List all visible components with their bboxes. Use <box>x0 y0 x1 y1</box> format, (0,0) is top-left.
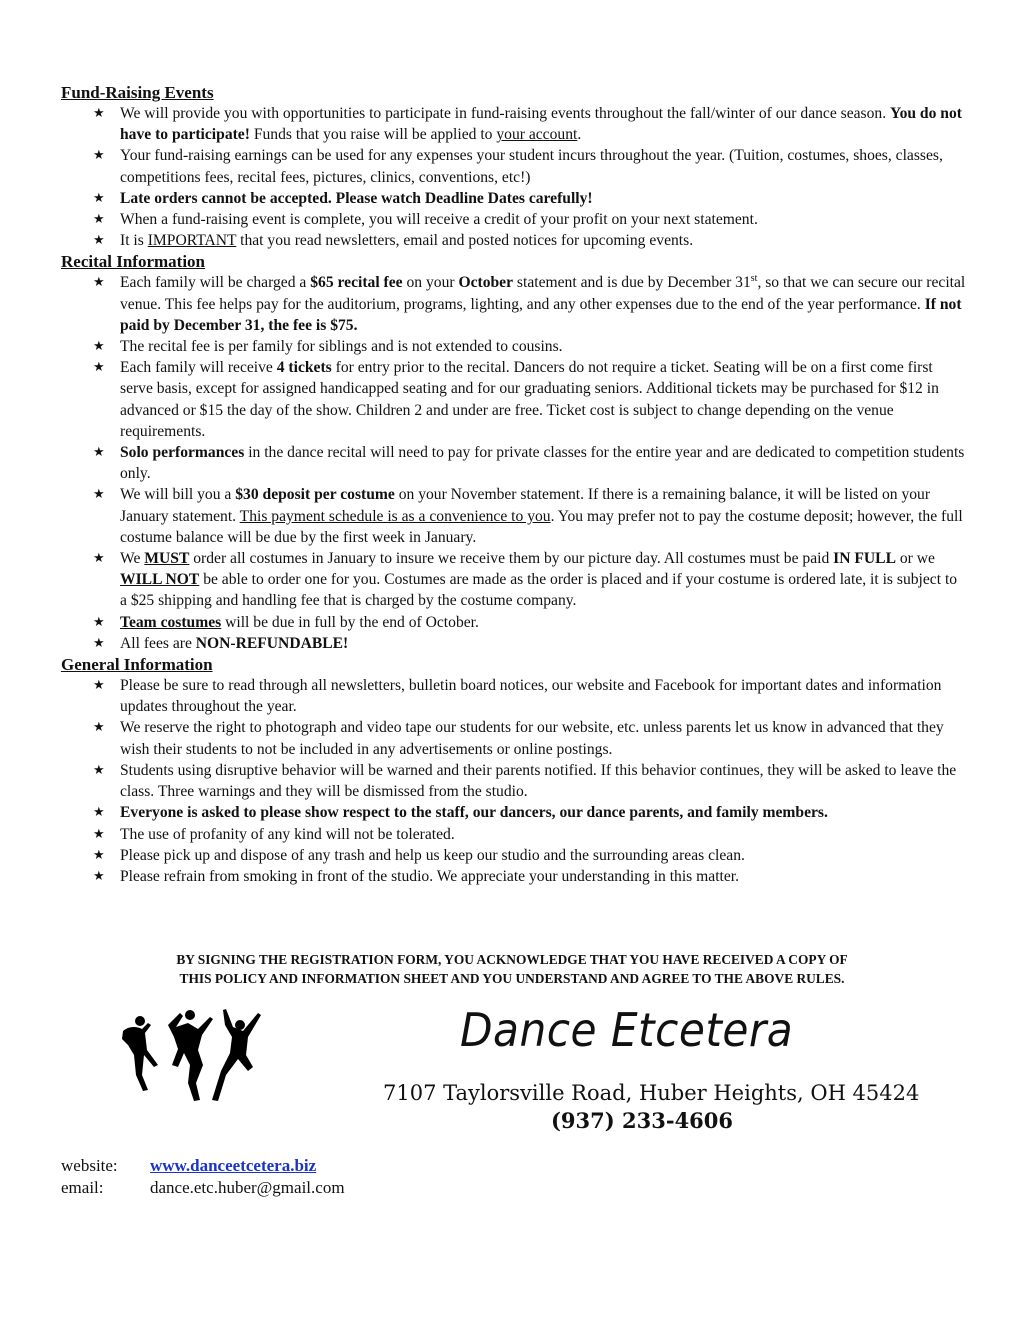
item-text: will be due in full by the end of October. <box>221 613 479 631</box>
star-bullet-icon: ★ <box>93 275 105 291</box>
item-text: in the dance recital will need to pay for private classes for the entire year and are dedicated to competition students only. <box>120 444 969 483</box>
acknowledgement-line-2: THIS POLICY AND INFORMATION SHEET AND YOU UNDERSTAND AND AGREE TO THE ABOVE RULES. <box>179 971 845 986</box>
item-text: We will provide you with opportunities to participate in fund-raising events throughout the fall/winter of our dance season. <box>120 105 891 122</box>
item-text: This payment schedule is as a convenience to you <box>239 507 551 525</box>
list-item <box>61 612 966 633</box>
item-text: . <box>577 126 582 144</box>
list-item <box>61 866 966 887</box>
item-text: on your <box>402 274 459 292</box>
item-text: Each family will receive <box>120 359 277 377</box>
item-text: IMPORTANT <box>147 232 237 250</box>
item-text: Each family will be charged a <box>120 274 311 292</box>
item-text: Everyone is asked to please show respect to the staff, our dancers, our dance parents, and family members. <box>120 804 828 822</box>
list-item <box>61 675 966 717</box>
item-text: for entry prior to the recital. Dancers do not require a ticket. Seating will be on a first come first serve basis, except for assigned handicapped seating and for our graduating seniors. Additional tickets may be purchased for $12 in advanced or $15 the day of the show. Children 2 and under are free. Ticket cost is subject to change depending on the venue requirements. <box>120 359 943 440</box>
list-item <box>61 442 969 484</box>
section-list <box>61 675 966 887</box>
email-row <box>61 1177 345 1199</box>
brand-name: Dance Etcetera <box>460 1003 794 1057</box>
item-text: Please be sure to read through all newsletters, bulletin board notices, our website and Facebook for important dates and information updates throughout the year. <box>120 677 946 716</box>
item-text: $65 recital fee <box>310 274 403 292</box>
list-item <box>61 230 966 251</box>
star-bullet-icon: ★ <box>93 826 105 842</box>
star-bullet-icon: ★ <box>93 868 105 884</box>
email-label: email: <box>61 1178 104 1197</box>
item-text: Funds that you raise will be applied to <box>249 126 497 144</box>
item-text: We reserve the right to photograph and video tape our students for our website, etc. unless parents let us know in advanced that they wish their students to not be included in any advertisements or online postings. <box>120 719 948 758</box>
list-item <box>61 760 966 802</box>
item-text: 4 tickets <box>276 359 332 377</box>
item-text: October <box>458 274 514 292</box>
star-bullet-icon: ★ <box>93 551 105 567</box>
item-text: st <box>750 273 758 285</box>
item-text: The recital fee is per family for siblings and is not extended to cousins. <box>120 338 563 356</box>
item-text: Your fund-raising earnings can be used for any expenses your student incurs throughout the year. (Tuition, costumes, shoes, classes, competitions fees, recital fees, pictures, clinics, conventions, etc!) <box>120 147 947 186</box>
item-text: We will bill you a <box>120 486 236 504</box>
star-bullet-icon: ★ <box>93 762 105 778</box>
acknowledgement-line-1: BY SIGNING THE REGISTRATION FORM, YOU ACKNOWLEDGE THAT YOU HAVE RECEIVED A COPY OF <box>176 952 848 967</box>
email-value: dance.etc.huber@gmail.com <box>150 1178 345 1197</box>
item-text: $30 deposit per costume <box>235 486 395 504</box>
star-bullet-icon: ★ <box>93 445 105 461</box>
item-text: We <box>120 550 145 568</box>
star-bullet-icon: ★ <box>93 106 105 121</box>
star-bullet-icon: ★ <box>93 148 105 164</box>
section-title: Recital Information <box>61 252 206 272</box>
website-label: website: <box>61 1156 118 1175</box>
item-text: that you read newsletters, email and posted notices for upcoming events. <box>236 232 694 250</box>
item-text: Solo performances <box>120 444 245 462</box>
website-row <box>61 1155 345 1177</box>
item-text: your account <box>496 126 578 144</box>
item-text: Please refrain from smoking in front of the studio. We appreciate your understanding in this matter. <box>120 867 740 885</box>
star-bullet-icon: ★ <box>93 233 105 249</box>
item-text: , so that we can secure our recital venue. This fee helps pay for the auditorium, programs, lighting, and any other expenses due to the end of the year performance. <box>120 274 970 313</box>
item-text: If not paid by December 31, the fee is $75. <box>120 295 966 334</box>
item-text: WILL NOT <box>120 571 200 589</box>
item-text: Late orders cannot be accepted. Please watch Deadline Dates carefully! <box>120 189 593 207</box>
brand-address: 7107 Taylorsville Road, Huber Heights, OH 45424 <box>383 1081 920 1105</box>
section-list <box>61 272 970 654</box>
item-text: Please pick up and dispose of any trash and help us keep our studio and the surrounding areas clean. <box>120 846 745 864</box>
list-item <box>61 548 966 612</box>
item-text: . You may prefer not to pay the costume deposit; however, the full costume balance will be due by the first week in January. <box>120 507 967 546</box>
star-bullet-icon: ★ <box>93 360 105 376</box>
contact-block <box>61 1155 345 1199</box>
item-text: The use of profanity of any kind will not be tolerated. <box>120 825 455 843</box>
item-text: When a fund-raising event is complete, you will receive a credit of your profit on your next statement. <box>120 211 758 229</box>
list-item <box>61 484 966 548</box>
item-text: NON-REFUNDABLE! <box>195 634 349 652</box>
section-title: General Information <box>61 655 213 675</box>
star-bullet-icon: ★ <box>93 805 105 821</box>
list-item <box>61 717 966 759</box>
item-text: All fees are <box>120 634 196 652</box>
star-bullet-icon: ★ <box>93 720 105 736</box>
item-text: or we <box>895 550 939 568</box>
item-text: You do not have to participate! <box>120 105 966 144</box>
star-bullet-icon: ★ <box>93 487 105 503</box>
item-text: statement and is due by December 31 <box>513 274 751 292</box>
star-bullet-icon: ★ <box>93 678 105 694</box>
item-text: Team costumes <box>120 613 222 631</box>
item-text: Students using disruptive behavior will be warned and their parents notified. If this behavior continues, they will be asked to leave the class. Three warnings and they will be dismissed from the studio. <box>120 761 961 801</box>
list-item <box>61 209 966 230</box>
star-bullet-icon: ★ <box>93 847 105 863</box>
website-link[interactable]: www.danceetcetera.biz <box>150 1156 317 1175</box>
list-item <box>61 845 966 866</box>
policy-content <box>61 82 970 887</box>
item-text: It is <box>120 232 148 250</box>
item-text: IN FULL <box>833 550 896 568</box>
item-text: on your November statement. If there is a remaining balance, it will be listed on your January statement. <box>120 486 934 525</box>
item-text: order all costumes in January to insure we receive them by our picture day. All costumes must be paid <box>189 550 834 568</box>
list-item <box>61 824 966 845</box>
star-bullet-icon: ★ <box>93 190 105 206</box>
list-item <box>61 272 970 336</box>
list-item <box>61 336 966 357</box>
list-item <box>61 188 966 209</box>
brand-phone: (937) 233-4606 <box>551 1108 734 1133</box>
list-item <box>61 633 966 654</box>
star-bullet-icon: ★ <box>93 635 105 651</box>
list-item <box>61 103 966 145</box>
list-item <box>61 802 966 823</box>
list-item <box>61 357 966 442</box>
star-bullet-icon: ★ <box>93 212 105 228</box>
acknowledgement <box>0 950 1024 988</box>
item-text: be able to order one for you. Costumes are made as the order is placed and if your costume is ordered late, it is subject to a $25 shipping and handling fee that is charged by the costume company. <box>120 571 961 610</box>
star-bullet-icon: ★ <box>93 339 105 355</box>
dancers-silhouette-icon <box>118 1005 268 1110</box>
section-list <box>61 103 966 251</box>
list-item <box>61 145 966 187</box>
section-title: Fund-Raising Events <box>61 83 214 102</box>
star-bullet-icon: ★ <box>93 614 105 630</box>
item-text: MUST <box>144 550 190 568</box>
